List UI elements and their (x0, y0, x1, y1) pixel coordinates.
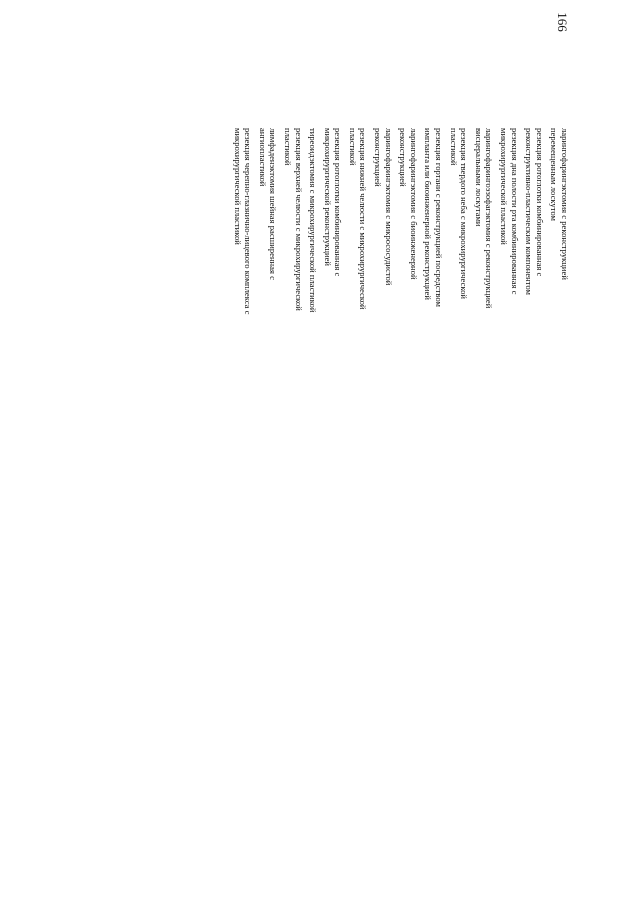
procedure-item: тиреоидэктомия с микрохирургической пластикой (308, 128, 319, 313)
procedure-item: резекция гортани с реконструкцией посредством импланта или биоинженерной реконструкцией (423, 128, 445, 307)
procedure-item: резекция верхней челюсти с микрохирургической пластикой (282, 128, 304, 311)
procedure-item: резекция ротоглотки комбинированная с реконструктивно-пластическим компонентом (524, 128, 545, 295)
procedure-item: резекция нижней челюсти с микрохирургической пластикой (347, 128, 369, 310)
procedure-column (80, 128, 570, 318)
procedure-item: ларингофарингэктомия с реконструкцией перемещенным лоскутом (549, 128, 570, 280)
procedure-item: ларингофарингэктомия с микрососудистой реконструкцией (373, 128, 394, 286)
procedure-item: резекция твердого неба с микрохирургической пластикой (448, 128, 470, 299)
page-number: 166 (554, 12, 570, 32)
procedure-item: ларингофарингэктомия с биоинженерной реконструкцией (398, 128, 419, 280)
procedure-item: резекция дна полости рта комбинированная с микрохирургической пластикой (499, 128, 520, 295)
procedure-item: резекция ротоглотки комбинированная с микрохирургической реконструкцией (322, 128, 344, 277)
procedure-item: резекция черепно-глазнично-лицевого комплекса с микрохирургической пластикой (232, 128, 254, 315)
procedure-item: лимфаденэктомия шейная расширенная с ангиопластикой (257, 128, 279, 280)
procedure-item: ларингофарингоэзофагэктомия с реконструкцией висцеральными лоскутами (473, 128, 495, 309)
procedure-list (80, 128, 570, 318)
